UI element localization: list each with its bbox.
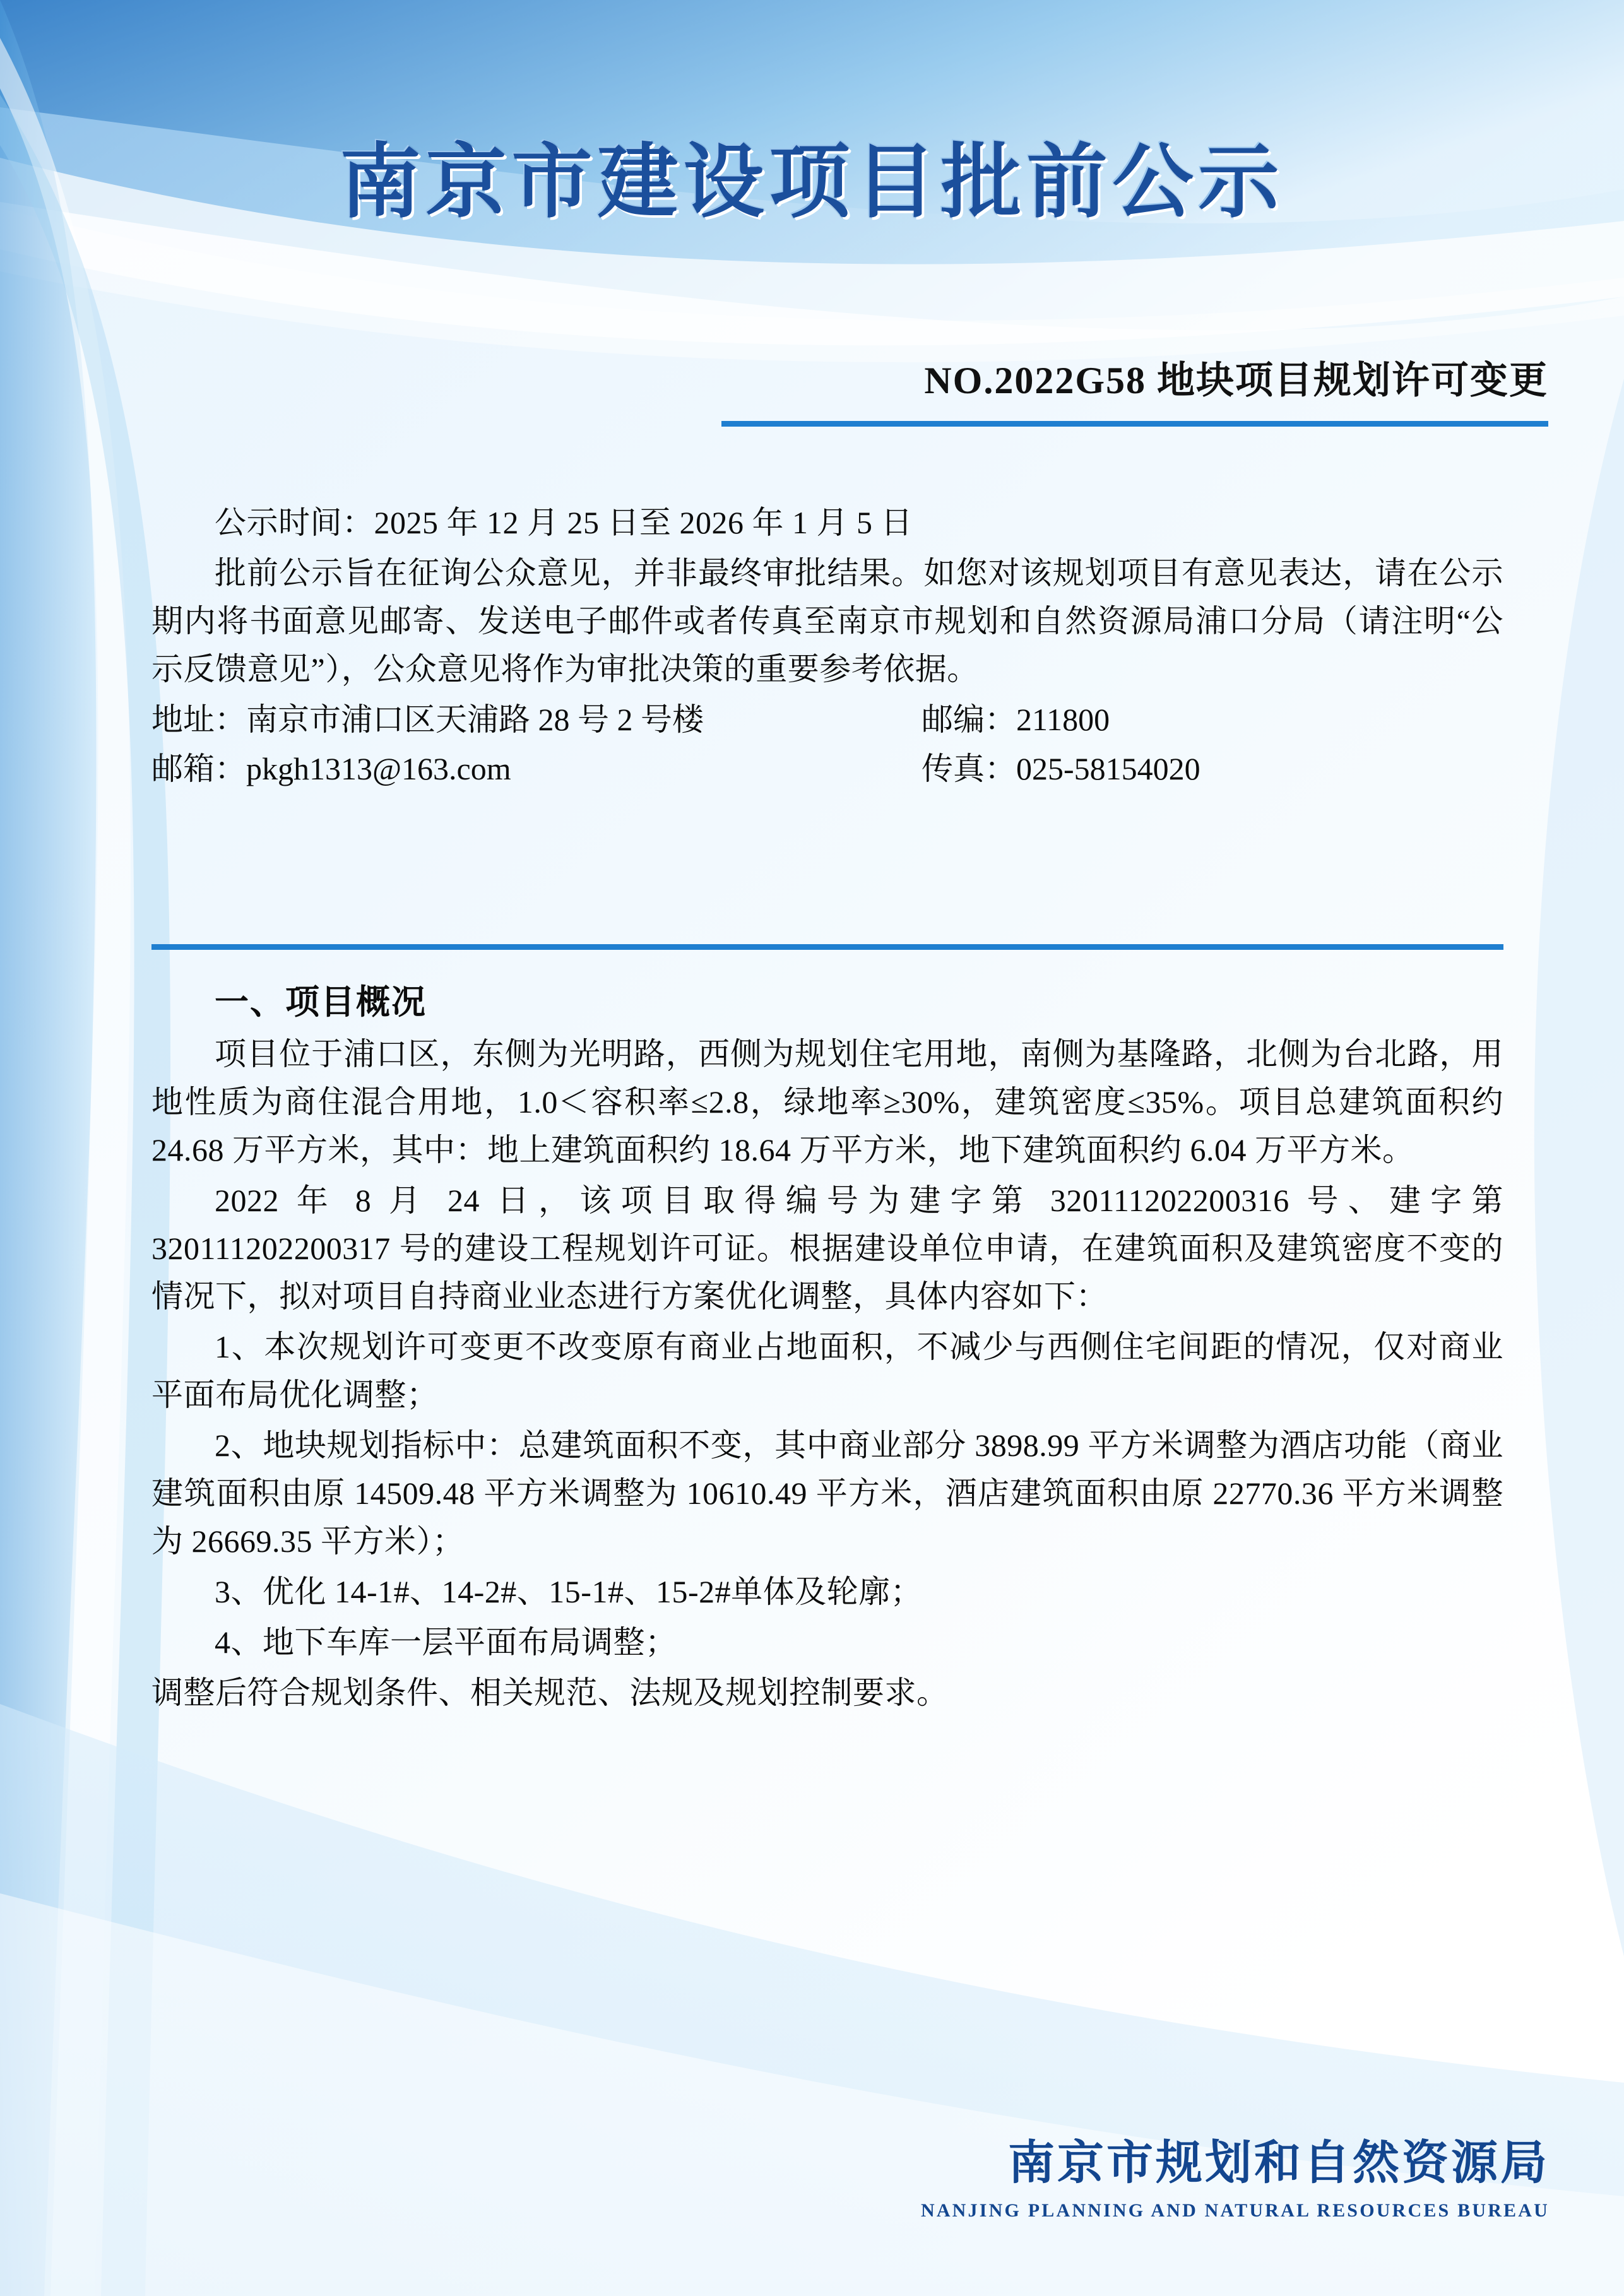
issuer-footer	[921, 2126, 1550, 2222]
postcode-cell	[922, 695, 1503, 743]
fax-cell	[922, 745, 1503, 793]
section-paragraph: 2022 年 8 月 24 日，该项目取得编号为建字第 320111202200316 号、建字第 320111202200317 号的建设工程规划许可证。根据建设单位申请，在建筑面积及建筑密度不变的情况下，拟对项目自持商业业态进行方案优化调整，具体内容如下：	[151, 1183, 1503, 1314]
section-heading: 一、项目概况	[215, 983, 427, 1021]
notice-block	[151, 499, 1503, 793]
postcode-label: 邮编：	[922, 702, 1016, 737]
section-closing: 调整后符合规划条件、相关规范、法规及规划控制要求。	[151, 1675, 949, 1710]
publish-period: 公示时间：2025 年 12 月 25 日至 2026 年 1 月 5 日	[215, 505, 913, 540]
subtitle-divider	[721, 421, 1548, 427]
address-cell	[151, 695, 922, 743]
address-row	[151, 695, 1503, 743]
page-title: 南京市建设项目批前公示	[340, 134, 1284, 229]
section-project-overview	[151, 975, 1503, 1719]
section-paragraph: 4、地下车库一层平面布局调整；	[215, 1624, 677, 1660]
notice-statement: 批前公示旨在征询公众意见，并非最终审批结果。如您对该规划项目有意见表达，请在公示期内将书面意见邮寄、发送电子邮件或者传真至南京市规划和自然资源局浦口分局（请注明“公示反馈意见”），公众意见将作为审批决策的重要参考依据。	[151, 555, 1503, 687]
email-value[interactable]: pkgh1313@163.com	[246, 751, 511, 786]
fax-label: 传真：	[922, 751, 1016, 786]
email-cell	[151, 745, 922, 793]
postcode-value: 211800	[1016, 702, 1110, 737]
subtitle-block	[349, 350, 1548, 427]
section-paragraph: 3、优化 14-1#、14-2#、15-1#、15-2#单体及轮廓；	[215, 1574, 923, 1609]
address-label: 地址：	[151, 702, 246, 737]
section-paragraph: 项目位于浦口区，东侧为光明路，西侧为规划住宅用地，南侧为基隆路，北侧为台北路，用地性质为商住混合用地，1.0＜容积率≤2.8，绿地率≥30%，建筑密度≤35%。项目总建筑面积约 24.68 万平方米，其中：地上建筑面积约 18.64 万平方米，地下建筑面积约 6.04 万平方米。	[151, 1036, 1503, 1168]
address-value: 南京市浦口区天浦路 28 号 2 号楼	[246, 702, 704, 737]
fax-value: 025-58154020	[1016, 751, 1200, 786]
section-paragraph: 1、本次规划许可变更不改变原有商业占地面积，不减少与西侧住宅间距的情况，仅对商业平面布局优化调整；	[151, 1329, 1503, 1412]
section-paragraph: 2、地块规划指标中：总建筑面积不变，其中商业部分 3898.99 平方米调整为酒店功能（商业建筑面积由原 14509.48 平方米调整为 10610.49 平方米，酒店建筑面积由原 22770.36 平方米调整为 26669.35 平方米）；	[151, 1428, 1503, 1559]
project-subtitle: NO.2022G58 地块项目规划许可变更	[924, 360, 1548, 401]
issuer-name-en: NANJING PLANNING AND NATURAL RESOURCES BUREAU	[920, 2200, 1550, 2221]
section-divider	[151, 944, 1503, 950]
issuer-name-cn: 南京市规划和自然资源局	[1008, 2136, 1550, 2190]
email-label: 邮箱：	[151, 751, 246, 786]
contact-row	[151, 745, 1503, 793]
